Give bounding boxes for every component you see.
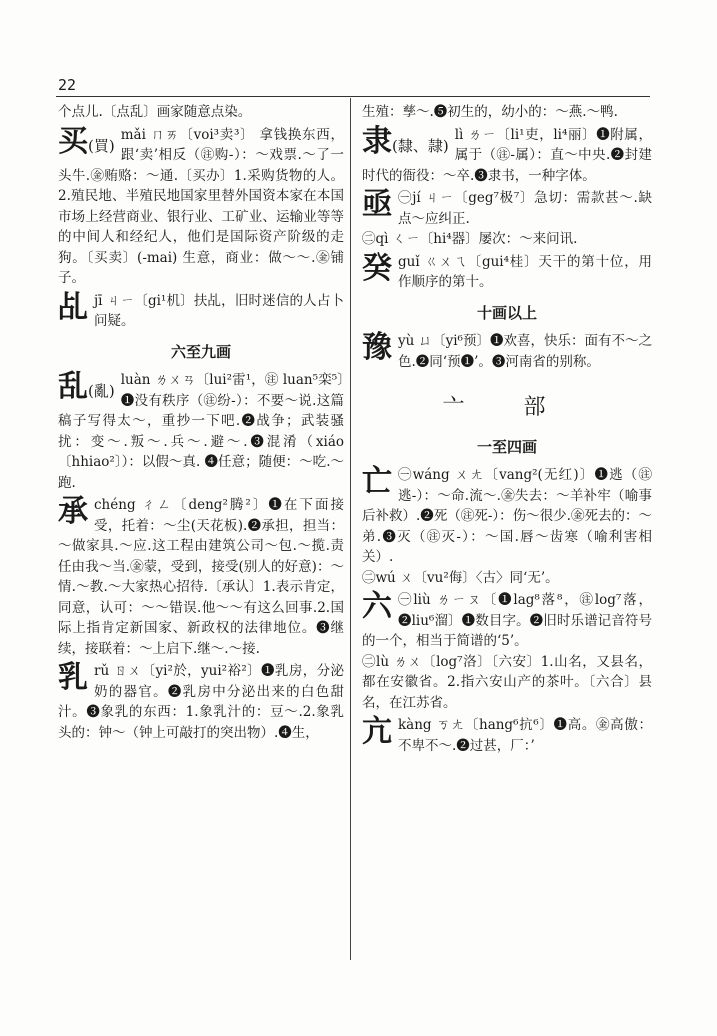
headword-char: 亡: [362, 464, 392, 499]
entry-definition: mǎi ㄇㄞ〔voi³卖³〕 拿钱换东西，跟‘卖’相反（㊟购-）：～戏票.～了一头牛.㊎贿赂：～通.〔买办〕1.采购货物的人。2.殖民地、半殖民地国家里替外国资本家在本国市场上经营商业、银行业、工矿业、运输业等等的中间人和经纪人，他们是国际资产阶级的走狗。〔买卖〕(-mai) 生意，商业：做～～.㊎铺子。: [58, 126, 344, 286]
left-column: [58, 102, 344, 745]
headword: [58, 660, 88, 695]
dictionary-entry: [362, 465, 652, 588]
dictionary-entry: [58, 370, 344, 493]
radical-heading: 亠 部: [442, 395, 572, 420]
dictionary-entry: [362, 715, 652, 756]
headword: [362, 464, 392, 499]
traditional-form: (買): [88, 136, 115, 155]
headword: [58, 369, 115, 406]
continuation-text: 生殖：孳～.❺初生的，幼小的：～燕.～鸭.: [362, 104, 618, 120]
page-number: 22: [58, 76, 77, 94]
entry-definition: guǐ ㄍㄨㄟ〔gui⁴桂〕天干的第十位，用作顺序的第十。: [398, 253, 652, 290]
entry-definition: ㊀liù ㄌㄧㄡ〔❶lag⁸落⁸，㊟log⁷落，❷liu⁶溜〕❶数目字。❷旧时乐谱记音符号的一个，相当于简谱的‘5’。 ㊁lù ㄌㄨ〔log⁷洛〕〔六安〕1.山名，又县名，都在安徽省。2.指六安山产的茶叶。〔六合〕县名，在江苏省。: [362, 592, 652, 711]
entry-definition: rǔ ㄖㄨ〔yi²於，yui²裕²〕❶乳房，分泌奶的器官。❷乳房中分泌出来的白色甜汁。❸象乳的东西：1.象乳汁的：豆～.2.象乳头的：钟～（钟上可敲打的突出物）.❹生，: [58, 663, 344, 741]
headword: [362, 123, 449, 161]
headword-char: 六: [362, 589, 392, 624]
headword-char: 乱: [58, 369, 88, 404]
dictionary-entry: [362, 252, 652, 293]
headword-char: 隶: [362, 123, 392, 159]
header-rule: [56, 96, 650, 97]
headword: [58, 289, 88, 325]
headword: [362, 187, 392, 222]
headword-char: 豫: [362, 330, 392, 365]
dictionary-entry: [58, 291, 344, 332]
headword: [362, 250, 392, 286]
headword-char: 买: [58, 123, 88, 159]
entry-definition: lì ㄌㄧ〔li¹吏，li⁴丽〕❶附属，属于（㊟-属）：直～中央.❷封建时代的衙役：～卒.❸隶书，一种字体。: [362, 126, 652, 184]
entry-definition: ㊀wáng ㄨㄤ〔vang²(无红)〕❶逃（㊟逃-）：～命.流～.㊎失去：～羊补牢（喻事后补救）.❷死（㊟死-）：伤～很少.㊎死去的：～弟.❸灭（㊟灭-）：～国.唇～齿寒（喻利害相关）. ㊁wú ㄨ〔vu²侮〕〈古〉同‘无’。: [362, 467, 652, 586]
traditional-form: (亂): [88, 382, 115, 400]
headword-char: 癸: [362, 250, 392, 286]
headword: [58, 123, 115, 161]
dictionary-entry: [362, 188, 652, 250]
continuation-text: 个点儿.〔点乱〕画家随意点染。: [58, 104, 252, 120]
section-heading: 一至四画: [476, 437, 537, 456]
dictionary-entry: [362, 590, 652, 713]
dictionary-entry: [58, 661, 344, 743]
column-divider: [350, 98, 351, 960]
traditional-form: (隸、隷): [392, 136, 449, 155]
entry-definition: jī ㄐㄧ〔gi¹机〕扶乩，旧时迷信的人占卜问疑。: [94, 292, 344, 329]
headword-char: 乳: [58, 660, 88, 695]
headword: [58, 494, 88, 529]
entry-definition: chéng ㄔㄥ〔deng²腾²〕❶在下面接受，托着：～尘(天花板).❷承担，担当：～做家具.～应.这工程由建筑公司～包.～揽.责任由我～当.㊎蒙，受到，接受(别人的好意)：～情.～教.～大家热心招待.〔承认〕1.表示肯定，同意，认可：～～错误.他～～有这么回事.2.国际上指肯定新国家、新政权的法律地位。❸继续，接联着：～上启下.继～.～接.: [58, 497, 344, 657]
entry-definition: luàn ㄌㄨㄢ〔lui²雷¹，㊟ luan⁵栾⁵〕❶没有秩序（㊟纷-）：不要～说.这篇稿子写得太～，重抄一下吧.❷战争；武装骚扰：变～.叛～.兵～.避～.❸混淆（xiáo〔hhiao²〕）：以假～真. ❹任意；随便：～吃.～跑.: [58, 372, 344, 491]
headword-char: 亢: [362, 714, 392, 749]
dictionary-entry: [58, 495, 344, 659]
section-heading: 十画以上: [476, 303, 537, 322]
headword-char: 乩: [58, 289, 88, 325]
entry-definition: kàng ㄎㄤ〔hang⁶抗⁶〕❶高。㊎高傲：不卑不～.❷过甚，厂：’: [398, 717, 652, 754]
dictionary-entry: [58, 125, 344, 289]
headword-char: 承: [58, 494, 88, 529]
headword-char: 亟: [362, 187, 392, 222]
right-column: [362, 102, 652, 758]
headword: [362, 589, 392, 624]
dictionary-entry: [362, 331, 652, 372]
entry-definition: yù ㄩ〔yi⁶预〕❶欢喜，快乐：面有不～之色.❷同‘预❶’。❸河南省的别称。: [398, 333, 652, 370]
dictionary-entry: [362, 125, 652, 187]
headword: [362, 714, 392, 749]
section-heading: 六至九画: [170, 342, 231, 361]
headword: [362, 330, 392, 365]
entry-definition: ㊀jí ㄐㄧ〔geg⁷极⁷〕急切：需款甚～.缺点～应纠正. ㊁qì ㄑㄧ〔hi⁴器〕屡次：～来问讯.: [362, 190, 652, 247]
